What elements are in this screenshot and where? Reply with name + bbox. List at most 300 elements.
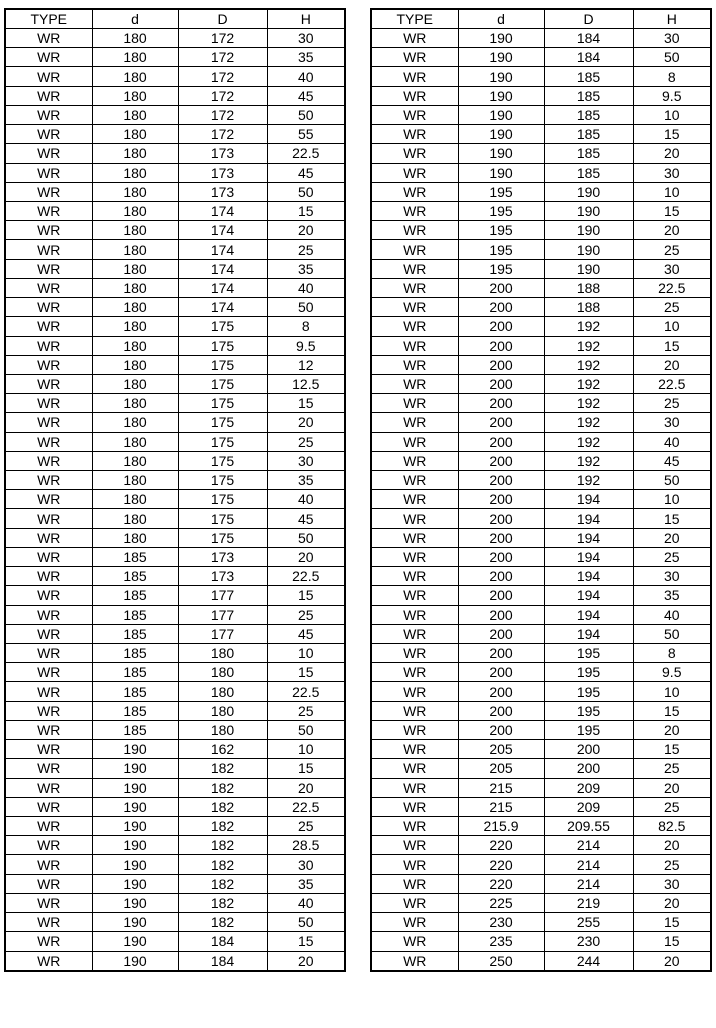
inner-diameter-cell: 200 <box>458 298 544 317</box>
inner-diameter-cell: 200 <box>458 374 544 393</box>
outer-diameter-cell: 175 <box>178 374 267 393</box>
outer-diameter-cell: 192 <box>544 336 633 355</box>
inner-diameter-cell: 180 <box>92 125 178 144</box>
table-row <box>371 605 711 624</box>
height-cell: 45 <box>267 509 345 528</box>
table-row <box>5 624 345 643</box>
height-cell: 35 <box>633 586 711 605</box>
table-row <box>371 259 711 278</box>
column-header: D <box>544 9 633 29</box>
height-cell: 9.5 <box>633 86 711 105</box>
table-row <box>371 86 711 105</box>
table-row <box>5 605 345 624</box>
type-cell: WR <box>371 932 458 951</box>
height-cell: 10 <box>633 105 711 124</box>
type-cell: WR <box>371 663 458 682</box>
height-cell: 22.5 <box>267 567 345 586</box>
height-cell: 50 <box>267 182 345 201</box>
outer-diameter-cell: 194 <box>544 528 633 547</box>
type-cell: WR <box>371 874 458 893</box>
table-row <box>5 855 345 874</box>
type-cell: WR <box>371 913 458 932</box>
outer-diameter-cell: 182 <box>178 836 267 855</box>
height-cell: 20 <box>267 221 345 240</box>
type-cell: WR <box>371 125 458 144</box>
outer-diameter-cell: 177 <box>178 624 267 643</box>
table-row <box>371 567 711 586</box>
seal-size-table-left <box>4 8 346 972</box>
inner-diameter-cell: 190 <box>92 797 178 816</box>
table-row <box>371 67 711 86</box>
outer-diameter-cell: 194 <box>544 567 633 586</box>
type-cell: WR <box>371 586 458 605</box>
outer-diameter-cell: 192 <box>544 432 633 451</box>
outer-diameter-cell: 195 <box>544 720 633 739</box>
table-row <box>371 797 711 816</box>
type-cell: WR <box>5 48 92 67</box>
type-cell: WR <box>5 182 92 201</box>
table-row <box>5 240 345 259</box>
outer-diameter-cell: 174 <box>178 221 267 240</box>
inner-diameter-cell: 180 <box>92 29 178 48</box>
outer-diameter-cell: 190 <box>544 240 633 259</box>
type-cell: WR <box>5 740 92 759</box>
inner-diameter-cell: 200 <box>458 567 544 586</box>
table-row <box>371 855 711 874</box>
header-row <box>371 9 711 29</box>
outer-diameter-cell: 188 <box>544 278 633 297</box>
table-row <box>5 913 345 932</box>
height-cell: 15 <box>633 701 711 720</box>
table-row <box>371 125 711 144</box>
outer-diameter-cell: 194 <box>544 624 633 643</box>
outer-diameter-cell: 180 <box>178 701 267 720</box>
height-cell: 25 <box>633 240 711 259</box>
table-row <box>5 663 345 682</box>
outer-diameter-cell: 182 <box>178 874 267 893</box>
table-row <box>371 932 711 951</box>
height-cell: 15 <box>267 759 345 778</box>
type-cell: WR <box>5 201 92 220</box>
inner-diameter-cell: 205 <box>458 740 544 759</box>
table-row <box>5 778 345 797</box>
type-cell: WR <box>5 528 92 547</box>
type-cell: WR <box>5 797 92 816</box>
type-cell: WR <box>371 567 458 586</box>
type-cell: WR <box>5 355 92 374</box>
inner-diameter-cell: 180 <box>92 201 178 220</box>
table-row <box>5 125 345 144</box>
height-cell: 15 <box>267 394 345 413</box>
outer-diameter-cell: 175 <box>178 432 267 451</box>
outer-diameter-cell: 185 <box>544 144 633 163</box>
outer-diameter-cell: 174 <box>178 259 267 278</box>
inner-diameter-cell: 185 <box>92 720 178 739</box>
table-row <box>371 336 711 355</box>
table-row <box>371 951 711 971</box>
inner-diameter-cell: 185 <box>92 663 178 682</box>
inner-diameter-cell: 200 <box>458 528 544 547</box>
table-row <box>5 144 345 163</box>
table-row <box>371 816 711 835</box>
table-row <box>5 374 345 393</box>
outer-diameter-cell: 182 <box>178 893 267 912</box>
outer-diameter-cell: 173 <box>178 144 267 163</box>
inner-diameter-cell: 190 <box>92 932 178 951</box>
inner-diameter-cell: 220 <box>458 874 544 893</box>
height-cell: 40 <box>267 67 345 86</box>
outer-diameter-cell: 214 <box>544 874 633 893</box>
outer-diameter-cell: 194 <box>544 586 633 605</box>
table-row <box>5 586 345 605</box>
inner-diameter-cell: 195 <box>458 240 544 259</box>
inner-diameter-cell: 200 <box>458 720 544 739</box>
outer-diameter-cell: 173 <box>178 567 267 586</box>
header-row <box>5 9 345 29</box>
height-cell: 20 <box>267 547 345 566</box>
table-row <box>5 740 345 759</box>
height-cell: 22.5 <box>633 374 711 393</box>
table-row <box>5 451 345 470</box>
outer-diameter-cell: 214 <box>544 855 633 874</box>
type-cell: WR <box>5 451 92 470</box>
type-cell: WR <box>371 336 458 355</box>
inner-diameter-cell: 180 <box>92 509 178 528</box>
outer-diameter-cell: 184 <box>178 932 267 951</box>
table-row <box>5 471 345 490</box>
outer-diameter-cell: 244 <box>544 951 633 971</box>
height-cell: 15 <box>633 509 711 528</box>
table-row <box>371 374 711 393</box>
type-cell: WR <box>371 816 458 835</box>
inner-diameter-cell: 190 <box>92 874 178 893</box>
inner-diameter-cell: 200 <box>458 394 544 413</box>
inner-diameter-cell: 180 <box>92 240 178 259</box>
outer-diameter-cell: 195 <box>544 701 633 720</box>
table-row <box>371 471 711 490</box>
height-cell: 45 <box>267 86 345 105</box>
outer-diameter-cell: 209.55 <box>544 816 633 835</box>
height-cell: 8 <box>267 317 345 336</box>
height-cell: 25 <box>267 240 345 259</box>
inner-diameter-cell: 200 <box>458 682 544 701</box>
inner-diameter-cell: 180 <box>92 48 178 67</box>
outer-diameter-cell: 172 <box>178 67 267 86</box>
type-cell: WR <box>5 893 92 912</box>
type-cell: WR <box>371 836 458 855</box>
outer-diameter-cell: 195 <box>544 663 633 682</box>
height-cell: 15 <box>633 201 711 220</box>
inner-diameter-cell: 180 <box>92 163 178 182</box>
outer-diameter-cell: 194 <box>544 509 633 528</box>
type-cell: WR <box>371 490 458 509</box>
type-cell: WR <box>371 797 458 816</box>
type-cell: WR <box>371 355 458 374</box>
column-header: D <box>178 9 267 29</box>
height-cell: 15 <box>633 336 711 355</box>
table-row <box>371 528 711 547</box>
outer-diameter-cell: 174 <box>178 201 267 220</box>
height-cell: 25 <box>633 547 711 566</box>
height-cell: 20 <box>633 720 711 739</box>
height-cell: 22.5 <box>267 797 345 816</box>
inner-diameter-cell: 200 <box>458 413 544 432</box>
outer-diameter-cell: 175 <box>178 413 267 432</box>
height-cell: 30 <box>633 29 711 48</box>
height-cell: 8 <box>633 67 711 86</box>
table-row <box>5 182 345 201</box>
outer-diameter-cell: 172 <box>178 48 267 67</box>
outer-diameter-cell: 182 <box>178 759 267 778</box>
outer-diameter-cell: 180 <box>178 644 267 663</box>
outer-diameter-cell: 175 <box>178 528 267 547</box>
table-row <box>371 874 711 893</box>
outer-diameter-cell: 192 <box>544 355 633 374</box>
type-cell: WR <box>371 471 458 490</box>
height-cell: 20 <box>633 778 711 797</box>
type-cell: WR <box>5 67 92 86</box>
outer-diameter-cell: 174 <box>178 298 267 317</box>
table-row <box>371 240 711 259</box>
table-row <box>5 221 345 240</box>
height-cell: 50 <box>633 48 711 67</box>
outer-diameter-cell: 172 <box>178 125 267 144</box>
outer-diameter-cell: 190 <box>544 259 633 278</box>
inner-diameter-cell: 180 <box>92 490 178 509</box>
type-cell: WR <box>5 932 92 951</box>
inner-diameter-cell: 185 <box>92 644 178 663</box>
table-row <box>5 816 345 835</box>
inner-diameter-cell: 190 <box>92 816 178 835</box>
table-row <box>5 701 345 720</box>
outer-diameter-cell: 185 <box>544 105 633 124</box>
inner-diameter-cell: 250 <box>458 951 544 971</box>
inner-diameter-cell: 180 <box>92 355 178 374</box>
type-cell: WR <box>371 451 458 470</box>
type-cell: WR <box>5 471 92 490</box>
column-header: TYPE <box>5 9 92 29</box>
table-row <box>5 201 345 220</box>
height-cell: 40 <box>267 490 345 509</box>
table-row <box>371 201 711 220</box>
inner-diameter-cell: 200 <box>458 278 544 297</box>
height-cell: 20 <box>633 893 711 912</box>
outer-diameter-cell: 180 <box>178 720 267 739</box>
height-cell: 9.5 <box>633 663 711 682</box>
height-cell: 30 <box>633 259 711 278</box>
inner-diameter-cell: 190 <box>92 893 178 912</box>
inner-diameter-cell: 200 <box>458 701 544 720</box>
inner-diameter-cell: 200 <box>458 509 544 528</box>
height-cell: 25 <box>633 394 711 413</box>
outer-diameter-cell: 173 <box>178 182 267 201</box>
outer-diameter-cell: 192 <box>544 374 633 393</box>
type-cell: WR <box>5 29 92 48</box>
type-cell: WR <box>371 605 458 624</box>
type-cell: WR <box>5 259 92 278</box>
type-cell: WR <box>5 913 92 932</box>
inner-diameter-cell: 200 <box>458 624 544 643</box>
table-row <box>5 278 345 297</box>
outer-diameter-cell: 192 <box>544 413 633 432</box>
type-cell: WR <box>371 624 458 643</box>
table-row <box>5 67 345 86</box>
inner-diameter-cell: 190 <box>92 759 178 778</box>
table-row <box>371 144 711 163</box>
type-cell: WR <box>371 374 458 393</box>
table-row <box>371 547 711 566</box>
height-cell: 30 <box>633 567 711 586</box>
inner-diameter-cell: 180 <box>92 86 178 105</box>
outer-diameter-cell: 192 <box>544 451 633 470</box>
inner-diameter-cell: 190 <box>458 125 544 144</box>
table-row <box>371 105 711 124</box>
inner-diameter-cell: 180 <box>92 451 178 470</box>
height-cell: 55 <box>267 125 345 144</box>
table-row <box>371 682 711 701</box>
height-cell: 10 <box>633 182 711 201</box>
outer-diameter-cell: 192 <box>544 317 633 336</box>
type-cell: WR <box>371 221 458 240</box>
outer-diameter-cell: 175 <box>178 336 267 355</box>
outer-diameter-cell: 173 <box>178 163 267 182</box>
height-cell: 22.5 <box>633 278 711 297</box>
inner-diameter-cell: 190 <box>92 836 178 855</box>
table-row <box>371 432 711 451</box>
table-row <box>5 413 345 432</box>
seal-size-table-right <box>370 8 712 972</box>
table-row <box>371 740 711 759</box>
type-cell: WR <box>371 740 458 759</box>
outer-diameter-cell: 184 <box>544 29 633 48</box>
type-cell: WR <box>371 778 458 797</box>
height-cell: 28.5 <box>267 836 345 855</box>
outer-diameter-cell: 209 <box>544 778 633 797</box>
type-cell: WR <box>371 701 458 720</box>
height-cell: 30 <box>267 29 345 48</box>
inner-diameter-cell: 185 <box>92 547 178 566</box>
height-cell: 20 <box>267 951 345 971</box>
outer-diameter-cell: 180 <box>178 682 267 701</box>
height-cell: 20 <box>633 951 711 971</box>
height-cell: 25 <box>267 432 345 451</box>
inner-diameter-cell: 190 <box>92 855 178 874</box>
inner-diameter-cell: 180 <box>92 317 178 336</box>
height-cell: 20 <box>633 355 711 374</box>
inner-diameter-cell: 195 <box>458 201 544 220</box>
inner-diameter-cell: 200 <box>458 451 544 470</box>
type-cell: WR <box>5 586 92 605</box>
type-cell: WR <box>5 240 92 259</box>
type-cell: WR <box>5 317 92 336</box>
type-cell: WR <box>371 201 458 220</box>
type-cell: WR <box>5 720 92 739</box>
type-cell: WR <box>5 778 92 797</box>
table-row <box>371 298 711 317</box>
height-cell: 40 <box>267 893 345 912</box>
outer-diameter-cell: 177 <box>178 605 267 624</box>
inner-diameter-cell: 180 <box>92 221 178 240</box>
table-row <box>5 836 345 855</box>
outer-diameter-cell: 182 <box>178 816 267 835</box>
type-cell: WR <box>5 144 92 163</box>
table-row <box>5 48 345 67</box>
height-cell: 30 <box>633 163 711 182</box>
type-cell: WR <box>5 336 92 355</box>
height-cell: 35 <box>267 259 345 278</box>
table-row <box>5 720 345 739</box>
inner-diameter-cell: 200 <box>458 663 544 682</box>
outer-diameter-cell: 184 <box>178 951 267 971</box>
inner-diameter-cell: 185 <box>92 605 178 624</box>
inner-diameter-cell: 220 <box>458 855 544 874</box>
table-row <box>5 336 345 355</box>
height-cell: 50 <box>267 720 345 739</box>
column-header: d <box>458 9 544 29</box>
outer-diameter-cell: 185 <box>544 67 633 86</box>
table-row <box>5 567 345 586</box>
height-cell: 35 <box>267 471 345 490</box>
inner-diameter-cell: 200 <box>458 586 544 605</box>
type-cell: WR <box>5 125 92 144</box>
type-cell: WR <box>371 163 458 182</box>
table-row <box>371 29 711 48</box>
type-cell: WR <box>371 855 458 874</box>
table-row <box>5 509 345 528</box>
table-row <box>5 759 345 778</box>
type-cell: WR <box>371 86 458 105</box>
outer-diameter-cell: 230 <box>544 932 633 951</box>
height-cell: 8 <box>633 644 711 663</box>
type-cell: WR <box>5 663 92 682</box>
height-cell: 50 <box>633 624 711 643</box>
height-cell: 20 <box>633 528 711 547</box>
type-cell: WR <box>5 413 92 432</box>
type-cell: WR <box>371 682 458 701</box>
inner-diameter-cell: 200 <box>458 605 544 624</box>
table-row <box>5 86 345 105</box>
inner-diameter-cell: 190 <box>92 913 178 932</box>
table-row <box>5 317 345 336</box>
inner-diameter-cell: 190 <box>458 29 544 48</box>
table-row <box>5 432 345 451</box>
table-row <box>371 913 711 932</box>
column-header: d <box>92 9 178 29</box>
outer-diameter-cell: 172 <box>178 105 267 124</box>
height-cell: 15 <box>633 125 711 144</box>
inner-diameter-cell: 180 <box>92 67 178 86</box>
inner-diameter-cell: 185 <box>92 624 178 643</box>
height-cell: 40 <box>633 432 711 451</box>
inner-diameter-cell: 200 <box>458 336 544 355</box>
inner-diameter-cell: 215 <box>458 778 544 797</box>
type-cell: WR <box>371 893 458 912</box>
height-cell: 45 <box>633 451 711 470</box>
table-row <box>5 893 345 912</box>
type-cell: WR <box>371 182 458 201</box>
inner-diameter-cell: 185 <box>92 567 178 586</box>
column-header: H <box>267 9 345 29</box>
table-row <box>5 951 345 971</box>
height-cell: 35 <box>267 48 345 67</box>
height-cell: 15 <box>267 201 345 220</box>
outer-diameter-cell: 185 <box>544 163 633 182</box>
table-row <box>371 778 711 797</box>
inner-diameter-cell: 185 <box>92 682 178 701</box>
inner-diameter-cell: 200 <box>458 547 544 566</box>
inner-diameter-cell: 200 <box>458 432 544 451</box>
outer-diameter-cell: 194 <box>544 547 633 566</box>
